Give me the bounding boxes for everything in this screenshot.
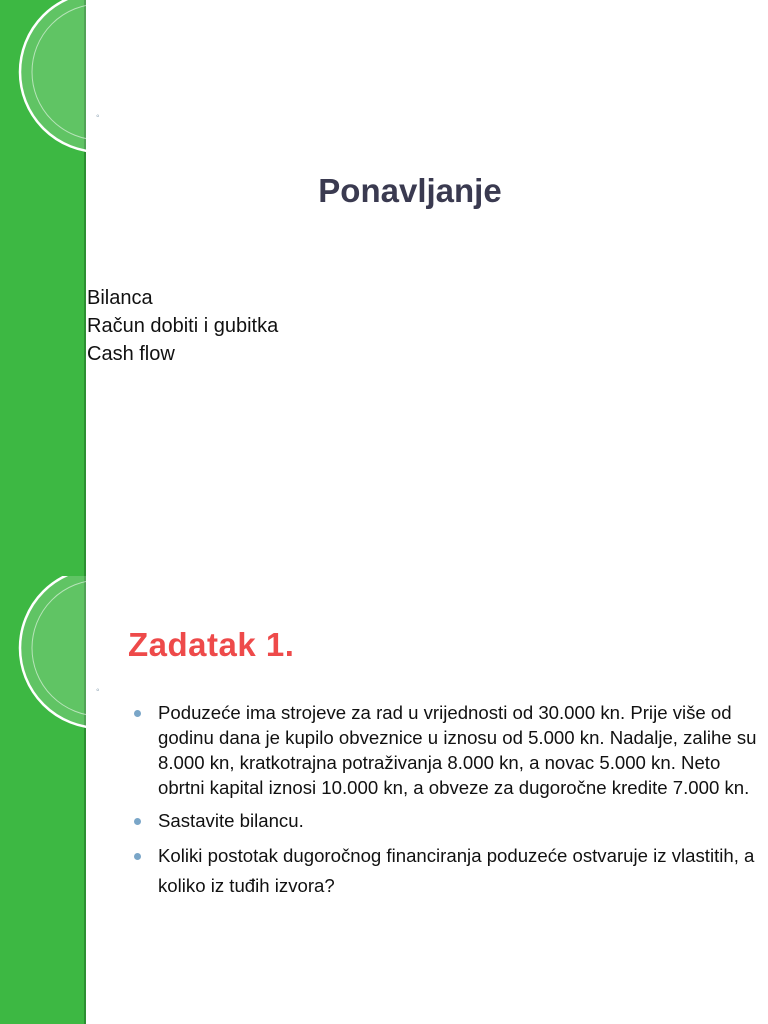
- topic-item: Račun dobiti i gubitka: [87, 315, 279, 337]
- slide-title: Ponavljanje: [318, 172, 502, 209]
- small-circle-bullet-icon: ◦: [96, 111, 100, 122]
- topic-list: [87, 284, 278, 368]
- bullet-dot-icon: [134, 818, 141, 825]
- decorative-circle-icon: [0, 0, 130, 160]
- decorative-circle-icon: [0, 576, 130, 736]
- list-item: [132, 841, 762, 901]
- list-item-text: Sastavite bilancu.: [158, 810, 304, 831]
- small-circle-bullet-icon: ◦: [96, 685, 100, 696]
- task-title: Zadatak 1.: [128, 626, 295, 663]
- topic-item: Bilanca: [87, 287, 153, 309]
- bullet-dot-icon: [134, 853, 141, 860]
- topic-item: Cash flow: [87, 343, 175, 365]
- list-item-text: Poduzeće ima strojeve za rad u vrijednosti od 30.000 kn. Prije više od godinu dana je kupilo obveznice u iznosu od 5.000 kn. Nadalje, zalihe su 8.000 kn, kratkotrajna potraživanja 8.000 kn, a novac 5.000 kn. Neto obrtni kapital iznosi 10.000 kn, a obveze za dugoročne kredite 7.000 kn.: [158, 702, 757, 798]
- list-item-text: Koliki postotak dugoročnog financiranja poduzeće ostvaruje iz vlastitih, a koliko iz tuđih izvora?: [158, 845, 755, 896]
- list-item: [132, 808, 762, 833]
- bullet-dot-icon: [134, 710, 141, 717]
- list-item: [132, 700, 762, 800]
- task-bullet-list: [132, 700, 762, 909]
